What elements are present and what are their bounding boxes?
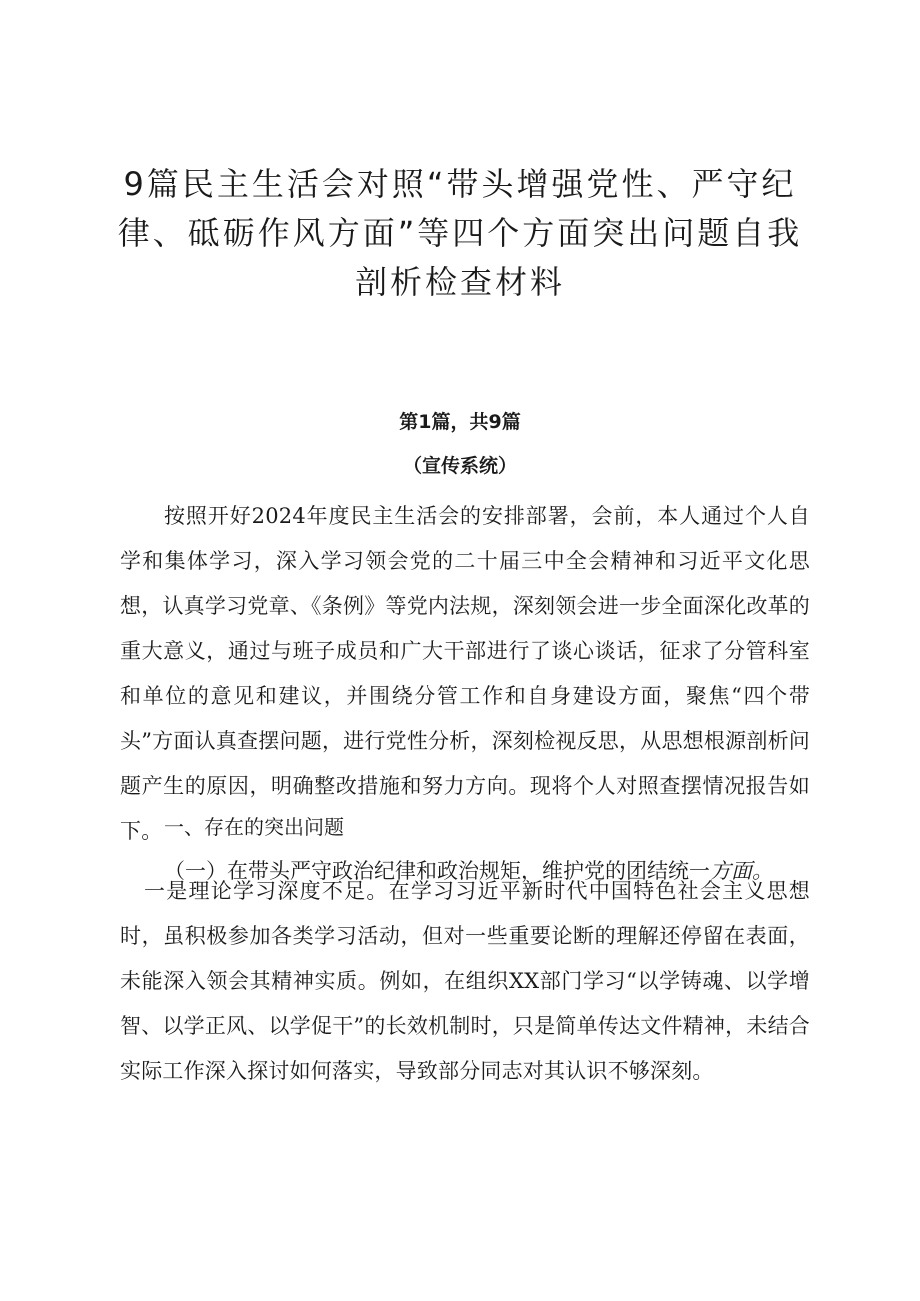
intro-paragraph: 按照开好2024年度民主生活会的安排部署，会前，本人通过个人自学和集体学习，深入学习领会党的二十届三中全会精神和习近平文化思想，认真学习党章、《条例》等党内法规，深刻领会进一步全面深化改革的重大意义，通过与班子成员和广大干部进行了谈心谈话，征求了分管科室和单位的意见和建议，并围绕分管工作和自身建设方面，聚焦“四个带头”方面认真查摆问题，进行党性分析，深刻检视反思，从思想根源剖析问题产生的原因，明确整改措施和努力方向。现将个人对照查摆情况报告如下。 [120,504,810,843]
document-title: 9篇民主生活会对照“带头增强党性、严守纪律、砥砺作风方面”等四个方面突出问题自我剖析检查材料 [117,165,803,301]
system-label: （宣传系统） [402,455,517,477]
subsection-heading-tail: 方面。 [710,859,773,883]
section-heading: 一、存在的突出问题 [164,815,344,839]
problem-point-paragraph: 一是理论学习深度不足。在学习习近平新时代中国特色社会主义思想时，虽积极参加各类学习活动，但对一些重要论断的理解还停留在表面，未能深入领会其精神实质。例如，在组织XX部门学习“以学铸魂、以学增智、以学正风、以学促干”的长效机制时，只是简单传达文件精神，未结合实际工作深入探讨如何落实，导致部分同志对其认识不够深刻。 [120,879,810,1083]
subsection-heading-main: （一）在带头严守政治纪律和政治规矩，维护党的团结统一 [164,859,710,883]
chapter-indicator: 第1篇，共9篇 [399,411,521,433]
